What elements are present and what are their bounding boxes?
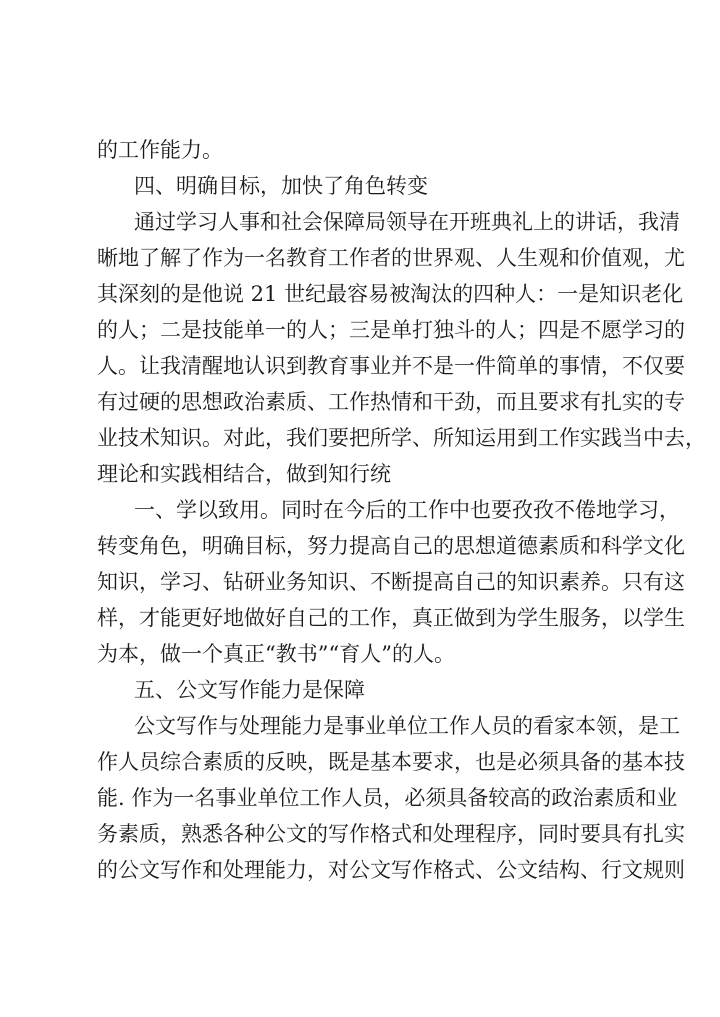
text-line-5: 其深刻的是他说 21 世纪最容易被淘汰的四种人：一是知识老化 <box>97 282 684 306</box>
text-line-1: 的工作能力。 <box>97 138 223 162</box>
text-line-17: 公文写作与处理能力是事业单位工作人员的看家本领，是工 <box>134 714 680 738</box>
text-line-4: 晰地了解了作为一名教育工作者的世界观、人生观和价值观，尤 <box>97 246 685 270</box>
text-line-12: 转变角色，明确目标，努力提高自己的思想道德素质和科学文化 <box>97 534 685 558</box>
text-line-3: 通过学习人事和社会保障局领导在开班典礼上的讲话，我清 <box>134 210 680 234</box>
text-line-11: 一、学以致用。同时在今后的工作中也要孜孜不倦地学习， <box>134 498 680 522</box>
text-line-9: 业技术知识。对此，我们要把所学、所知运用到工作实践当中去， <box>97 426 706 450</box>
text-line-15: 为本，做一个真正“教书”“育人”的人。 <box>97 642 455 666</box>
section-heading-5: 五、公文写作能力是保障 <box>134 678 365 702</box>
text-line-21: 的公文写作和处理能力，对公文写作格式、公文结构、行文规则 <box>97 858 685 882</box>
text-line-14: 样，才能更好地做好自己的工作，真正做到为学生服务，以学生 <box>97 606 685 630</box>
text-line-18: 作人员综合素质的反映，既是基本要求，也是必须具备的基本技 <box>97 750 685 774</box>
text-line-6: 的人；二是技能单一的人；三是单打独斗的人；四是不愿学习的 <box>97 318 685 342</box>
text-line-13: 知识，学习、钻研业务知识、不断提高自己的知识素养。只有这 <box>97 570 685 594</box>
section-heading-4: 四、明确目标，加快了角色转变 <box>134 174 428 198</box>
text-line-8: 有过硬的思想政治素质、工作热情和干劲，而且要求有扎实的专 <box>97 390 685 414</box>
text-line-20: 务素质，熟悉各种公文的写作格式和处理程序，同时要具有扎实 <box>97 822 685 846</box>
text-line-19: 能. 作为一名事业单位工作人员，必须具备较高的政治素质和业 <box>97 786 678 810</box>
text-line-10: 理论和实践相结合，做到知行统 <box>97 462 391 486</box>
text-line-7: 人。让我清醒地认识到教育事业并不是一件简单的事情，不仅要 <box>97 354 685 378</box>
